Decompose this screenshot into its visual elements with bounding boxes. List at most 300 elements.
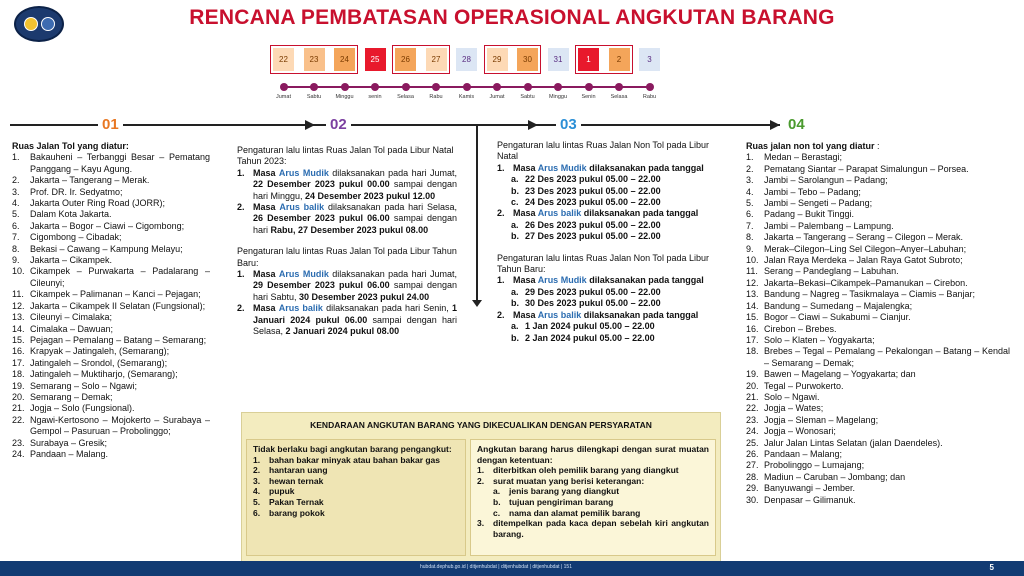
item-number: 17. [746,334,759,345]
item-number: 21. [12,403,25,414]
list-item [253,497,459,508]
item-text: Krapyak – Jatingaleh, (Semarang); [30,346,170,357]
footer-bar [0,561,1024,576]
cargo-intro: Angkutan barang harus dilengkapi dengan surat muatan dengan ketentuan: [477,444,709,465]
timeline-dot [554,83,562,91]
sub-list-item [477,497,709,508]
list-item [746,266,1010,277]
item-number: 1. [253,454,261,465]
item-text: Jogja – Wonosari; [764,426,836,437]
date-box: 31 [548,48,569,71]
item-text: Solo – Ngawi. [764,391,820,402]
item-text: Solo – Klaten – Yogyakarta; [764,334,875,345]
item-text: 26 Des 2023 pukul 05.00 – 22.00 [525,219,661,230]
date-group-frame [575,45,633,74]
item-number: 11. [12,289,24,300]
list-item [746,301,1010,312]
item-text: Cirebon – Brebes. [764,323,837,334]
list-item [746,403,1010,414]
day-label: senin [368,94,382,100]
date-group-frame [392,45,450,74]
date-box: 22 [273,48,294,71]
item-text: Jakarta – Bogor – Ciawi – Cigombong; [30,220,185,231]
timeline-dot [615,83,623,91]
list-item [746,198,1010,209]
item-text: Jatingaleh – Muktiharjo, (Semarang); [30,369,178,380]
list-item [511,298,713,309]
item-number: a. [511,321,519,332]
list-item: 1. Masa Arus Mudik dilaksanakan pada tanggal [497,162,704,173]
list-item [12,289,210,300]
item-text: Jakarta–Bekasi–Cikampek–Pamanukan – Cirebon. [764,277,968,288]
list-item [511,174,713,185]
item-number: 22. [12,414,25,425]
item-text: Bandung – Nagreg – Tasikmalaya – Ciamis – Banjar; [764,289,975,300]
item-number: 9. [746,243,754,254]
item-text: Tegal – Purwokerto. [764,380,844,391]
item-text: Ngawi-Kertosono – Mojokerto – Surabaya – Gempol – Pasuruan – Probolinggo; [30,414,210,437]
item-number: 5. [746,198,754,209]
list-item [746,221,1010,232]
list-item [511,231,713,242]
item-number: 4. [746,186,754,197]
date-box: 28 [456,48,477,71]
list-item [12,198,210,209]
item-number: 7. [12,232,20,243]
item-text: hantaran uang [269,465,328,476]
flow-line [10,124,780,126]
item-number: 5. [253,496,261,507]
item-number: 17. [12,357,25,368]
item-number: 23. [12,437,25,448]
item-number: 29. [746,483,759,494]
list-item [511,321,713,332]
day-label: Jumat [276,94,291,100]
list-item [746,187,1010,198]
nontoll-roads-heading: Ruas jalan non tol yang diatur : [746,141,880,151]
newyear-nontoll-intro: Pengaturan lalu lintas Ruas Jalan Non Tol pada Libur Tahun Baru: [497,252,709,275]
list-item [746,244,1010,255]
list-item [746,152,1010,163]
timeline-dot [310,83,318,91]
item-number: 4. [253,486,261,497]
list-item [477,465,709,476]
item-text: Padang – Bukit Tinggi. [764,209,855,220]
list-item: 1. Masa Arus Mudik dilaksanakan pada hari Jumat, 29 Desember 2023 pukul 06.00 sampai dengan hari Sabtu, 30 Desember 2023 pukul 24.00 [237,269,458,302]
arrow-right-icon [528,120,538,130]
item-text: Jogja – Sleman – Magelang; [764,414,879,425]
item-number: a. [511,286,519,297]
list-item [746,460,1010,471]
list-item [12,266,210,289]
exceptions-panel [241,412,721,562]
item-text: Semarang – Demak; [30,391,113,402]
list-item [746,495,1010,506]
timeline-dot [341,83,349,91]
item-text: diterbitkan oleh pemilik barang yang diangkut [493,465,679,476]
date-box: 1 [578,48,599,71]
date-box: 29 [487,48,508,71]
exceptions-title: KENDARAAN ANGKUTAN BARANG YANG DIKECUALIKAN DENGAN PERSYARATAN [310,420,652,430]
item-number: 14. [12,323,25,334]
item-text: Bekasi – Cawang – Kampung Melayu; [30,243,183,254]
item-text: Pejagan – Pemalang – Batang – Semarang; [30,334,207,345]
list-item [746,392,1010,403]
item-text: 2 Jan 2024 pukul 05.00 – 22.00 [525,332,655,343]
item-text: Banyuwangi – Jember. [764,483,856,494]
date-box: 3 [639,48,660,71]
item-number: 3. [477,518,485,529]
list-item: 2. Masa Arus balik dilaksanakan pada tanggal [497,309,699,320]
timeline-dot [524,83,532,91]
arrow-right-icon [305,120,315,130]
item-text: Cikampek – Purwakarta – Padalarang – Cileunyi; [30,266,210,288]
list-item [12,244,210,255]
list-item [746,209,1010,220]
list-item [746,289,1010,300]
natal-toll-intro: Pengaturan lalu lintas Ruas Jalan Tol pada Libur Natal Tahun 2023: [237,145,454,167]
item-number: b. [511,298,519,309]
list-item [12,369,210,380]
item-number: 3. [12,186,20,197]
item-text: jenis barang yang diangkut [509,486,620,497]
item-text: pupuk [269,486,295,497]
section-number-03: 03 [556,116,581,133]
date-group-frame [484,45,542,74]
item-number: a. [511,219,519,230]
timeline-dot [463,83,471,91]
item-text: ditempelkan pada kaca depan sebelah kiri angkutan barang. [493,518,709,539]
item-text: Jambi – Sengeti – Padang; [764,198,873,209]
item-number: 3. [746,175,754,186]
item-number: 13. [746,289,759,300]
item-number: 24. [12,448,25,459]
item-number: 10. [12,266,25,277]
sub-list-item [477,486,709,497]
list-item: 2. Masa Arus balik dilaksanakan pada hari Senin, 1 Januari 2024 pukul 06.00 sampai dengan hari Selasa, 2 Januari 2024 pukul 08.00 [237,303,457,337]
list-item [12,312,210,323]
item-text: Jakarta – Cikampek. [30,255,113,266]
item-text: Pematang Siantar – Parapat Simalungun – Porsea. [764,163,969,174]
list-item [12,415,210,438]
item-number: c. [493,507,501,518]
item-text: Cileunyi – Cimalaka; [30,312,113,323]
list-item [746,438,1010,449]
item-text: Jalur Jalan Lintas Selatan (jalan Daendeles). [764,437,943,448]
list-item [746,335,1010,346]
section-number-01: 01 [98,116,123,133]
date-box: 25 [365,48,386,71]
item-number: 20. [12,391,25,402]
item-text: Jakarta – Tangerang – Merak. [30,175,150,186]
list-item [12,358,210,369]
item-text: Pandaan – Malang; [764,448,843,459]
item-text: Pakan Ternak [269,496,324,507]
list-item: 2. Masa Arus balik dilaksanakan pada tanggal [497,208,699,219]
list-item [746,381,1010,392]
list-item [746,415,1010,426]
item-number: 2. [477,475,485,486]
day-label: Selasa [610,94,628,100]
list-item [12,335,210,346]
item-number: 12. [746,277,759,288]
list-item [12,255,210,266]
list-item [477,518,709,539]
timeline-dot [585,83,593,91]
day-label: Senin [581,94,596,100]
item-text: tujuan pengiriman barang [509,496,614,507]
day-label: Minggu [548,94,568,100]
toll-roads-heading: Ruas Jalan Tol yang diatur: [12,141,129,151]
list-item [12,232,210,243]
item-text: Bakauheni – Terbanggi Besar – Pematang Panggang – Kayu Agung. [30,152,210,174]
date-box: 2 [609,48,630,71]
list-item [12,449,210,460]
list-item [746,324,1010,335]
item-number: 18. [746,346,759,357]
item-text: Pandaan – Malang. [30,448,109,459]
item-text: Jalan Raya Merdeka – Jalan Raya Gatot Subroto; [764,255,963,266]
item-text: Cikampek – Palimanan – Kanci – Pejagan; [30,289,201,300]
item-number: 8. [12,243,20,254]
timeline-dot [371,83,379,91]
toll-schedule-column [237,145,457,338]
list-item [12,152,210,175]
list-item [746,346,1010,369]
arrow-right-icon [770,120,780,130]
item-text: Jakarta – Tangerang – Serang – Cilegon – Merak. [764,232,963,243]
page-number: 5 [989,563,994,572]
item-number: c. [511,197,519,208]
item-number: b. [511,231,519,242]
list-item [746,312,1010,323]
timeline-dot [493,83,501,91]
item-number: 1. [477,465,485,476]
item-number: 12. [12,300,25,311]
item-number: 16. [746,323,759,334]
item-text: surat muatan yang berisi keterangan: [493,475,645,486]
date-group-frame [270,45,358,74]
date-box: 30 [517,48,538,71]
item-text: 24 Des 2023 pukul 05.00 – 22.00 [525,197,661,208]
date-box: 27 [426,48,447,71]
list-item: 1. Masa Arus Mudik dilaksanakan pada tanggal [497,275,704,286]
item-number: 6. [746,209,754,220]
item-number: 20. [746,380,759,391]
day-label: Minggu [335,94,354,100]
list-item [12,403,210,414]
page-title: RENCANA PEMBATASAN OPERASIONAL ANGKUTAN BARANG [189,6,835,29]
item-text: Semarang – Solo – Ngawi; [30,380,138,391]
item-text: Prof. DR. Ir. Sedyatmo; [30,186,123,197]
item-text: Merak–Cilegon–Ling Sel Cilegon–Anyer–Labuhan; [764,243,967,254]
timeline-dot [646,83,654,91]
item-number: 4. [12,198,20,209]
list-item [12,438,210,449]
list-item [253,465,459,476]
item-text: Serang – Pandeglang – Labuhan. [764,266,899,277]
item-number: 16. [12,346,25,357]
toll-roads-list [12,152,210,460]
item-number: 13. [12,312,25,323]
item-number: a. [493,486,501,497]
list-item [746,472,1010,483]
date-box: 23 [304,48,325,71]
list-item [746,232,1010,243]
item-number: 15. [746,312,759,323]
item-text: 30 Des 2023 pukul 05.00 – 22.00 [525,298,661,309]
item-number: 21. [746,391,759,402]
list-item: 1. Masa Arus Mudik dilaksanakan pada hari Jumat, 22 Desember 2023 pukul 00.00 sampai dengan hari Minggu, 24 Desember 2023 pukul 12.00 [237,167,458,201]
item-number: 6. [12,220,20,231]
timeline-dot [402,83,410,91]
item-text: Jakarta – Cikampek II Selatan (Fungsional); [30,300,206,311]
item-number: b. [493,496,501,507]
list-item [12,221,210,232]
arrow-down-icon [472,300,482,307]
item-text: Bawen – Magelang – Yogyakarta; dan [764,369,916,380]
item-text: Cimalaka – Dawuan; [30,323,114,334]
item-text: Jogja – Solo (Fungsional). [30,403,135,414]
item-number: 10. [746,255,759,266]
item-number: 2. [253,465,261,476]
date-box: 24 [334,48,355,71]
section-number-04: 04 [784,116,809,133]
item-number: 18. [12,369,25,380]
item-number: 5. [12,209,20,220]
item-text: barang pokok [269,507,325,518]
list-item [12,209,210,220]
item-text: Cigombong – Cibadak; [30,232,122,243]
item-number: 2. [746,163,754,174]
item-text: 1 Jan 2024 pukul 05.00 – 22.00 [525,321,655,332]
list-item [253,486,459,497]
item-text: bahan bakar minyak atau bahan bakar gas [269,454,441,465]
list-item [511,186,713,197]
item-number: 6. [253,507,261,518]
item-text: Jogja – Wates; [764,403,824,414]
item-text: 29 Des 2023 pukul 05.00 – 22.00 [525,286,661,297]
item-number: 19. [746,369,759,380]
item-text: Brebes – Tegal – Pemalang – Pekalongan – Batang – Kendal – Semarang – Demak; [764,346,1010,368]
item-text: Jambi – Palembang – Lampung. [764,220,894,231]
item-number: 9. [12,255,20,266]
date-timeline [0,48,1024,106]
item-text: Jakarta Outer Ring Road (JORR); [30,198,166,209]
item-text: Bandung – Sumedang – Majalengka; [764,300,913,311]
item-number: 14. [746,300,759,311]
exempt-goods-box [246,439,466,556]
item-number: 23. [746,414,759,425]
item-text: Dalam Kota Jakarta. [30,209,112,220]
item-text: 27 Des 2023 pukul 05.00 – 22.00 [525,231,661,242]
list-item [12,324,210,335]
list-item: 2. Masa Arus balik dilaksanakan pada hari Selasa, 26 Desember 2023 pukul 06.00 sampai dengan hari Rabu, 27 Desember 2023 pukul 08.00 [237,202,458,235]
list-item [746,369,1010,380]
day-label: Rabu [429,94,443,100]
item-text: Jambi – Sarolangun – Padang; [764,175,888,186]
day-label: Sabtu [306,94,322,100]
item-number: 1. [12,152,20,163]
nontoll-schedule-column [497,140,713,344]
item-number: 24. [746,426,759,437]
item-number: 1. [746,152,754,163]
list-item [511,197,713,208]
item-number: 7. [746,220,754,231]
list-item [12,301,210,312]
natal-nontoll-intro: Pengaturan lalu lintas Ruas Jalan Non Tol pada Libur Natal [497,140,709,162]
list-item [746,255,1010,266]
item-number: 25. [746,437,759,448]
item-text: Probolinggo – Lumajang; [764,460,865,471]
list-item [12,175,210,186]
item-number: b. [511,332,519,343]
item-text: Denpasar – Gilimanuk. [764,494,856,505]
list-item [746,426,1010,437]
item-number: b. [511,185,519,196]
item-number: a. [511,174,519,185]
item-number: 26. [746,448,759,459]
item-text: Jambi – Tebo – Padang; [764,186,861,197]
day-label: Jumat [489,94,505,100]
flow-branch-line [476,124,478,302]
list-item [746,164,1010,175]
list-item [746,483,1010,494]
item-number: 28. [746,471,759,482]
newyear-toll-intro: Pengaturan lalu lintas Ruas Jalan Tol pada Libur Tahun Baru: [237,246,457,268]
list-item [253,455,459,466]
item-text: 23 Des 2023 pukul 05.00 – 22.00 [525,185,661,196]
sub-list-item [477,508,709,519]
item-text: 22 Des 2023 pukul 05.00 – 22.00 [525,174,661,185]
list-item [12,346,210,357]
list-item [511,220,713,231]
cargo-letter-box [470,439,716,556]
day-label: Rabu [642,94,657,100]
item-number: 15. [12,334,25,345]
list-item [746,278,1010,289]
list-item [746,449,1010,460]
item-number: 2. [12,175,20,186]
timeline-dot [432,83,440,91]
toll-roads-column [12,141,210,460]
day-label: Sabtu [520,94,535,100]
list-item [12,392,210,403]
exempt-intro: Tidak berlaku bagi angkutan barang pengangkut: [253,444,452,454]
item-text: Jatingaleh – Srondol, (Semarang); [30,357,168,368]
item-text: Medan – Berastagi; [764,152,843,163]
item-number: 3. [253,475,261,486]
list-item [253,508,459,519]
item-number: 22. [746,403,759,414]
item-number: 19. [12,380,25,391]
item-text: Bogor – Ciawi – Sukabumi – Cianjur. [764,312,911,323]
section-number-02: 02 [326,116,351,133]
nontoll-roads-list [746,152,1010,506]
footer-social-links: hubdat.dephub.go.id | ditjenhubdat | ditjenhubdat | ditjenhubdat | 151 [420,564,572,570]
date-box: 26 [395,48,416,71]
item-number: 8. [746,232,754,243]
item-text: Madiun – Caruban – Jombang; dan [764,471,906,482]
list-item [511,287,713,298]
timeline-dot [280,83,288,91]
nontoll-roads-column [746,141,1010,506]
day-label: Kamis [458,94,475,100]
item-text: hewan ternak [269,475,324,486]
item-text: nama dan alamat pemilik barang [509,507,641,518]
list-item [253,476,459,487]
item-number: 27. [746,460,759,471]
